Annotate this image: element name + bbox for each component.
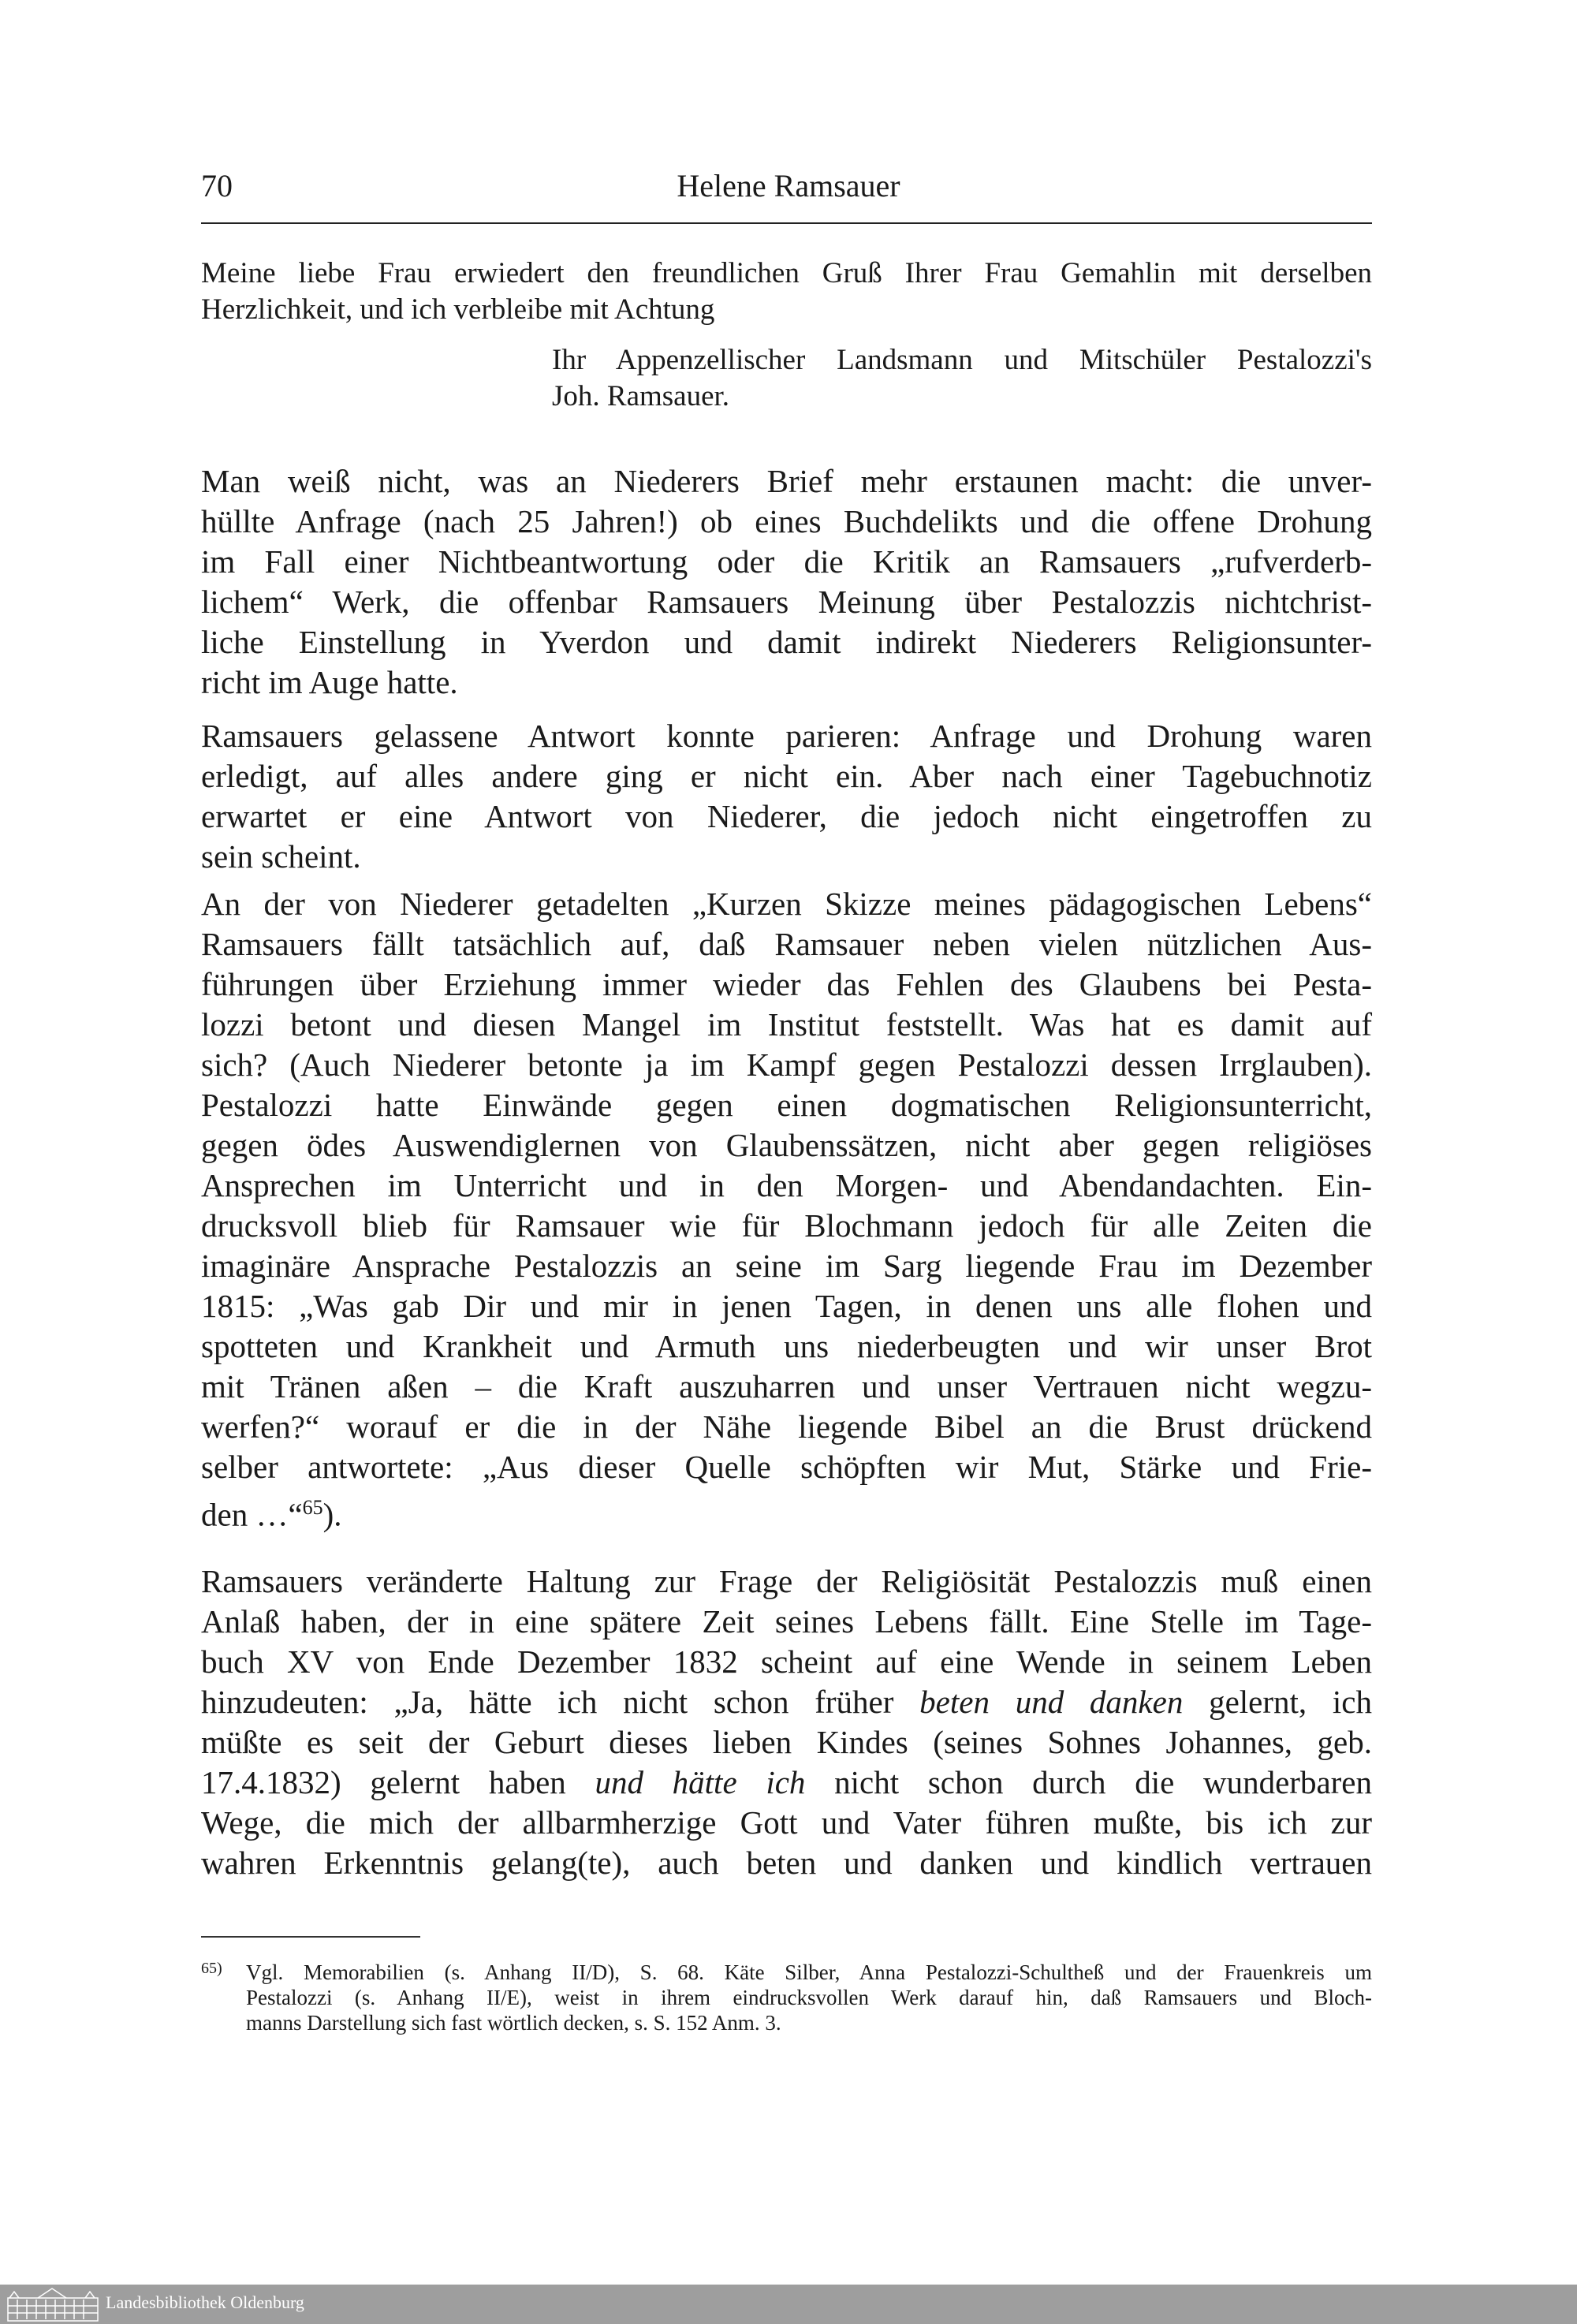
- text-fragment: gelernt, ich: [1209, 1684, 1373, 1720]
- text-line: müßte es seit der Geburt dieses lieben Kindes (seines Sohnes Johannes, geb.: [201, 1724, 1372, 1760]
- text-line: selber antwortete: „Aus dieser Quelle schöpften wir Mut, Stärke und Frie-: [201, 1449, 1372, 1485]
- text-line: An der von Niederer getadelten „Kurzen Skizze meines pädagogischen Lebens“: [201, 886, 1372, 922]
- text-line: buch XV von Ende Dezember 1832 scheint auf eine Wende in seinem Leben: [201, 1643, 1372, 1680]
- text-line: [201, 1487, 1372, 1533]
- text-line: Anlaß haben, der in eine spätere Zeit seines Lebens fällt. Eine Stelle im Tage-: [201, 1603, 1372, 1639]
- text-line: manns Darstellung sich fast wörtlich decken, s. S. 152 Anm. 3.: [246, 2011, 781, 2035]
- text-line: erwartet er eine Antwort von Niederer, die jedoch nicht eingetroffen zu: [201, 798, 1372, 834]
- footnote-marker[interactable]: 65: [302, 1496, 323, 1519]
- text-fragment: ).: [322, 1496, 342, 1533]
- footnote-number: 65): [201, 1960, 222, 1977]
- text-line: im Fall einer Nichtbeantwortung oder die Kritik an Ramsauers „rufverderb-: [201, 543, 1372, 580]
- text-line: führungen über Erziehung immer wieder das Fehlen des Glaubens bei Pesta-: [201, 966, 1372, 1002]
- text-line: sein scheint.: [201, 838, 361, 875]
- text-line: mit Tränen aßen – die Kraft auszuharren und unser Vertrauen nicht wegzu-: [201, 1368, 1372, 1404]
- text-line: Joh. Ramsauer.: [552, 380, 730, 412]
- text-line: werfen?“ worauf er die in der Nähe liegende Bibel an die Brust drückend: [201, 1408, 1372, 1445]
- text-line: imaginäre Ansprache Pestalozzis an seine im Sarg liegende Frau im Dezember: [201, 1248, 1372, 1284]
- library-footer-bar: [0, 2285, 1577, 2324]
- text-line: liche Einstellung in Yverdon und damit indirekt Niederers Religionsunter-: [201, 624, 1372, 660]
- text-line: hüllte Anfrage (nach 25 Jahren!) ob eines Buchdelikts und die offene Drohung: [201, 503, 1372, 539]
- text-fragment: nicht schon durch die wunderbaren: [834, 1764, 1372, 1800]
- paragraph-4: [201, 1561, 1372, 1883]
- text-line: Ramsauers fällt tatsächlich auf, daß Ramsauer neben vielen nützlichen Aus-: [201, 926, 1372, 962]
- text-fragment: den …“: [201, 1496, 303, 1533]
- footnote-rule: [201, 1936, 420, 1938]
- italic-emphasis: beten und danken: [919, 1684, 1184, 1720]
- library-name: Landesbibliothek Oldenburg: [106, 2292, 304, 2312]
- text-line: wahren Erkenntnis gelang(te), auch beten und danken und kindlich vertrauen: [201, 1845, 1372, 1881]
- text-line: drucksvoll blieb für Ramsauer wie für Blochmann jedoch für alle Zeiten die: [201, 1207, 1372, 1244]
- text-line: spotteten und Krankheit und Armuth uns niederbeugten und wir unser Brot: [201, 1328, 1372, 1364]
- text-line: Pestalozzi hatte Einwände gegen einen dogmatischen Religionsunterricht,: [201, 1087, 1372, 1123]
- text-line: 1815: „Was gab Dir und mir in jenen Tagen, in denen uns alle flohen und: [201, 1288, 1372, 1324]
- text-line: Meine liebe Frau erwiedert den freundlichen Gruß Ihrer Frau Gemahlin mit derselben: [201, 257, 1372, 289]
- italic-emphasis: und hätte ich: [595, 1764, 806, 1800]
- text-line: [201, 1763, 1372, 1803]
- text-line: Vgl. Memorabilien (s. Anhang II/D), S. 68. Käte Silber, Anna Pestalozzi-Schultheß und der Frauenkreis um: [246, 1960, 1372, 1984]
- page-number: 70: [201, 168, 233, 203]
- paragraph-2: [201, 716, 1372, 877]
- text-line: Ramsauers veränderte Haltung zur Frage der Religiösität Pestalozzis muß einen: [201, 1563, 1372, 1599]
- text-fragment: hinzudeuten: „Ja, hätte ich nicht schon früher: [201, 1684, 920, 1720]
- text-line: lozzi betont und diesen Mangel im Institut feststellt. Was hat es damit auf: [201, 1006, 1372, 1043]
- text-line: Man weiß nicht, was an Niederers Brief mehr erstaunen macht: die unver-: [201, 463, 1372, 499]
- text-line: Ansprechen im Unterricht und in den Morgen- und Abendandachten. Ein-: [201, 1167, 1372, 1203]
- text-line: gegen ödes Auswendiglernen von Glaubenssätzen, nicht aber gegen religiöses: [201, 1127, 1372, 1163]
- paragraph-3: [201, 884, 1372, 1533]
- text-fragment: 17.4.1832) gelernt haben: [201, 1764, 595, 1800]
- text-line: sich? (Auch Niederer betonte ja im Kampf gegen Pestalozzi dessen Irrglauben).: [201, 1046, 1372, 1083]
- text-line: Herzlichkeit, und ich verbleibe mit Achtung: [201, 293, 715, 326]
- text-line: Ihr Appenzellischer Landsmann und Mitschüler Pestalozzi's: [552, 344, 1372, 376]
- text-line: Pestalozzi (s. Anhang II/E), weist in ihrem eindrucksvollen Werk darauf hin, daß Ramsauers und Bloch-: [246, 1986, 1372, 2009]
- paragraph-1: [201, 461, 1372, 703]
- footnote-65: [201, 1960, 1372, 2035]
- text-line: Wege, die mich der allbarmherzige Gott und Vater führen mußte, bis ich zur: [201, 1804, 1372, 1841]
- letter-signature: [552, 342, 1372, 415]
- header-rule: [201, 222, 1372, 224]
- running-title: Helene Ramsauer: [677, 168, 900, 203]
- library-building-logo-icon: [6, 2287, 99, 2322]
- text-line: [201, 1682, 1372, 1722]
- text-line: Ramsauers gelassene Antwort konnte parieren: Anfrage und Drohung waren: [201, 718, 1372, 754]
- text-line: erledigt, auf alles andere ging er nicht ein. Aber nach einer Tagebuchnotiz: [201, 758, 1372, 794]
- text-line: lichem“ Werk, die offenbar Ramsauers Meinung über Pestalozzis nichtchrist-: [201, 584, 1372, 620]
- text-line: richt im Auge hatte.: [201, 664, 458, 700]
- letter-closing: [201, 256, 1372, 328]
